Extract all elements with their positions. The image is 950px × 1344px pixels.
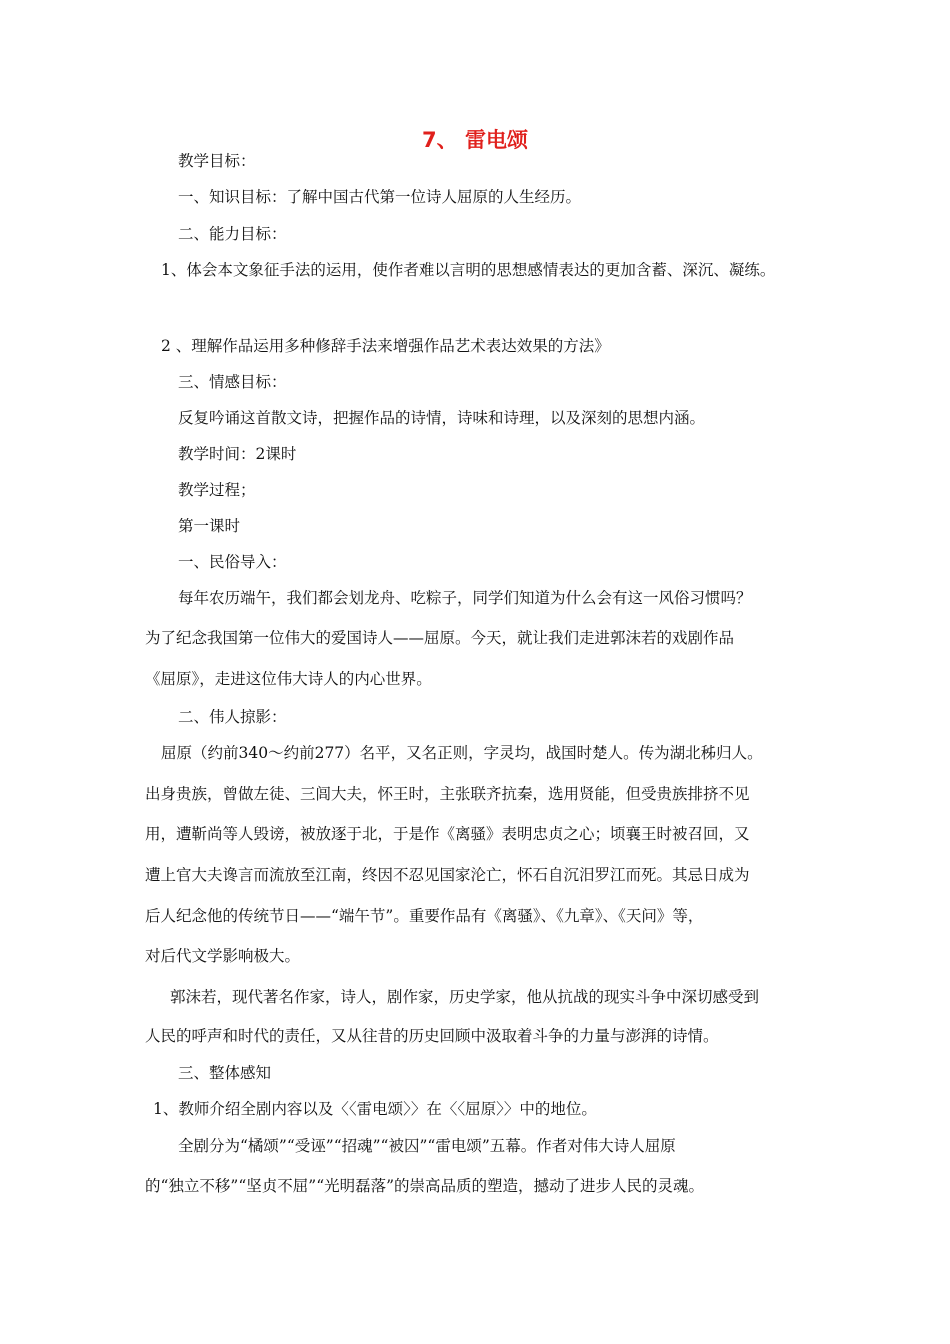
text-line: 教学过程； xyxy=(178,481,256,499)
text-line: 《屈原》，走进这位伟大诗人的内心世界。 xyxy=(145,670,432,688)
text-line: 用，遭靳尚等人毁谤，被放逐于北，于是作《离骚》表明忠贞之心；顷襄王时被召回，又 xyxy=(145,825,750,843)
text-line: 对后代文学影响极大。 xyxy=(145,947,301,965)
text-line: 第一课时 xyxy=(178,517,241,535)
text-line: 一、民俗导入： xyxy=(178,553,287,571)
text-line: 2 、理解作品运用多种修辞手法来增强作品艺术表达效果的方法》 xyxy=(161,337,610,355)
text-line: 一、知识目标：了解中国古代第一位诗人屈原的人生经历。 xyxy=(178,188,582,206)
text-line: 1、体会本文象征手法的运用，使作者难以言明的思想感情表达的更加含蓄、深沉、凝练。 xyxy=(161,261,776,279)
text-line: 出身贵族，曾做左徒、三闾大夫，怀王时，主张联齐抗秦，选用贤能，但受贵族排挤不见 xyxy=(145,785,750,803)
text-line: 后人纪念他的传统节日——“端午节”。重要作品有《离骚》、《九章》、《天问》等， xyxy=(145,907,704,925)
text-line: 屈原（约前340～约前277）名平，又名正则，字灵均，战国时楚人。传为湖北秭归人。 xyxy=(161,744,763,762)
text-line: 三、整体感知 xyxy=(178,1064,272,1082)
document-title: 7、 雷电颂 xyxy=(422,128,528,152)
text-line: 反复吟诵这首散文诗，把握作品的诗情，诗味和诗理，以及深刻的思想内涵。 xyxy=(178,409,706,427)
text-line: 每年农历端午，我们都会划龙舟、吃粽子，同学们知道为什么会有这一风俗习惯吗？ xyxy=(178,589,752,607)
text-line: 遭上官大夫谗言而流放至江南，终因不忍见国家沦亡，怀石自沉汨罗江而死。其忌日成为 xyxy=(145,866,750,884)
text-line: 郭沫若，现代著名作家，诗人，剧作家，历史学家，他从抗战的现实斗争中深切感受到 xyxy=(170,988,760,1006)
text-line: 教学目标： xyxy=(178,152,256,170)
text-line: 二、能力目标： xyxy=(178,225,287,243)
text-line: 全剧分为“橘颂”“受诬”“招魂”“被囚”“雷电颂”五幕。作者对伟大诗人屈原 xyxy=(178,1137,676,1155)
text-line: 三、情感目标： xyxy=(178,373,287,391)
text-line: 二、伟人掠影： xyxy=(178,708,287,726)
text-line: 1、教师介绍全剧内容以及〈〈雷电颂〉〉在〈〈屈原〉〉中的地位。 xyxy=(153,1100,597,1118)
text-line: 的“独立不移”“坚贞不屈”“光明磊落”的崇高品质的塑造，撼动了进步人民的灵魂。 xyxy=(145,1177,705,1195)
text-line: 人民的呼声和时代的责任，又从往昔的历史回顾中汲取着斗争的力量与澎湃的诗情。 xyxy=(145,1027,719,1045)
text-line: 教学时间：2课时 xyxy=(178,445,297,463)
text-line: 为了纪念我国第一位伟大的爱国诗人——屈原。今天，就让我们走进郭沫若的戏剧作品 xyxy=(145,629,735,647)
